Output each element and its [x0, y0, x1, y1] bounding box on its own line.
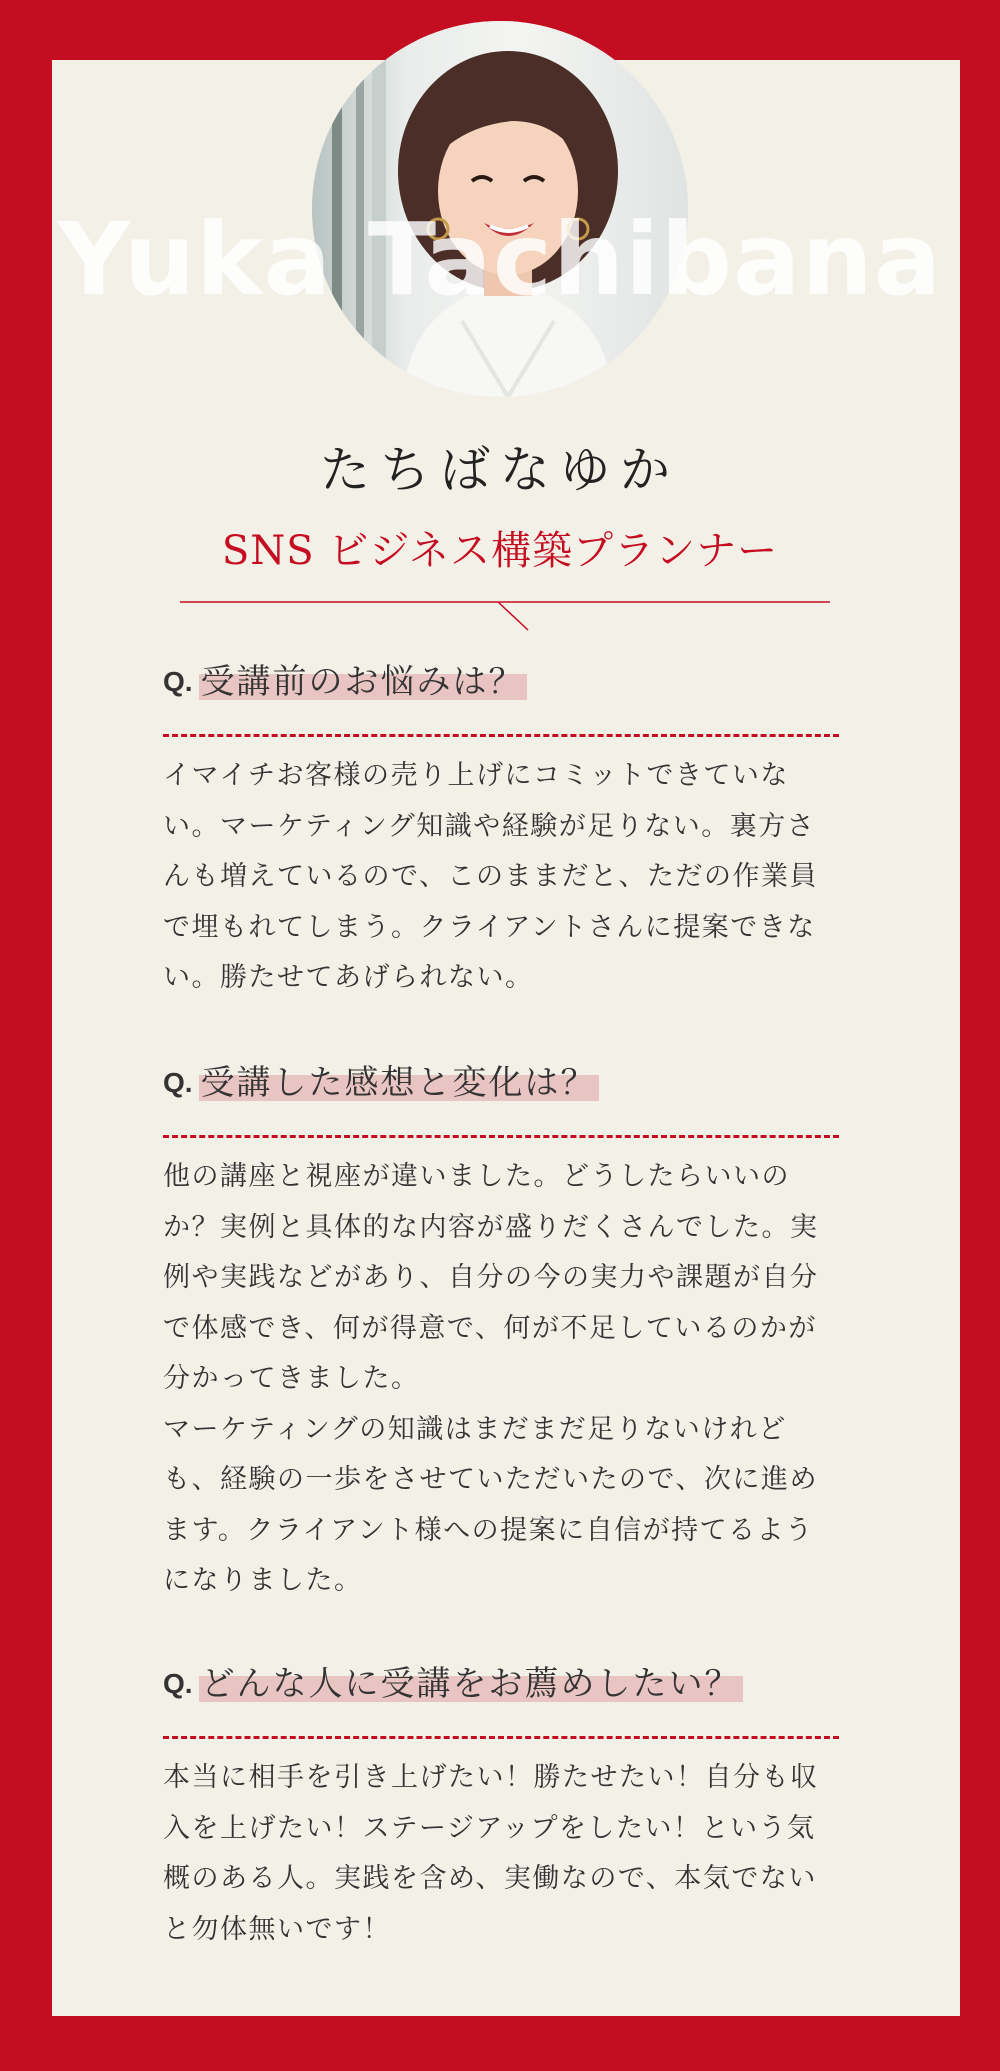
question-mark: Q.: [163, 666, 193, 697]
qa-item: [163, 662, 839, 1004]
qa-item: [163, 1063, 839, 1607]
answer-text: [163, 1152, 839, 1607]
question-mark: Q.: [163, 1668, 193, 1699]
question-text: 受講前のお悩みは？: [200, 662, 525, 702]
question-heading: [163, 1664, 839, 1716]
answer-paragraph: イマイチお客様の売り上げにコミットできていない。マーケティング知識や経験が足りない。裏方さんも増えているので、このままだと、ただの作業員で埋もれてしまう。クライアントさんに提案できない。勝たせてあげられない。: [163, 760, 818, 993]
profile-name-japanese: たちばなゆか: [320, 441, 680, 499]
answer-text: [163, 1753, 839, 1955]
dashed-rule: [163, 734, 839, 737]
question-text: どんな人に受講をお薦めしたい？: [200, 1664, 741, 1704]
answer-paragraph: マーケティングの知識はまだまだ足りないけれども、経験の一歩をさせていただいたので、次に進めます。クライアント様への提案に自信が持てるようになりました。: [163, 1413, 818, 1596]
dashed-rule: [163, 1736, 839, 1739]
dashed-rule: [163, 1135, 839, 1138]
question-mark: Q.: [163, 1067, 193, 1098]
question-heading: [163, 1063, 839, 1115]
answer-text: [163, 751, 839, 1004]
profile-name-english: Yuka Tachibana: [57, 201, 943, 318]
answer-paragraph: 本当に相手を引き上げたい！勝たせたい！自分も収入を上げたい！ステージアップをしたい！という気概のある人。実践を含め、実働なので、本気でないと勿体無いです！: [163, 1762, 819, 1945]
qa-item: [163, 1664, 839, 1955]
question-text: 受講した感想と変化は？: [200, 1063, 597, 1103]
answer-paragraph: 他の講座と視座が違いました。どうしたらいいのか？実例と具体的な内容が盛りだくさんでした。実例や実践などがあり、自分の今の実力や課題が自分で体感でき、何が得意で、何が不足しているのかが分かってきました。: [163, 1161, 819, 1394]
question-heading: [163, 662, 839, 714]
section-divider: [180, 596, 830, 636]
profile-role: SNS ビジネス構築プランナー: [221, 528, 779, 574]
